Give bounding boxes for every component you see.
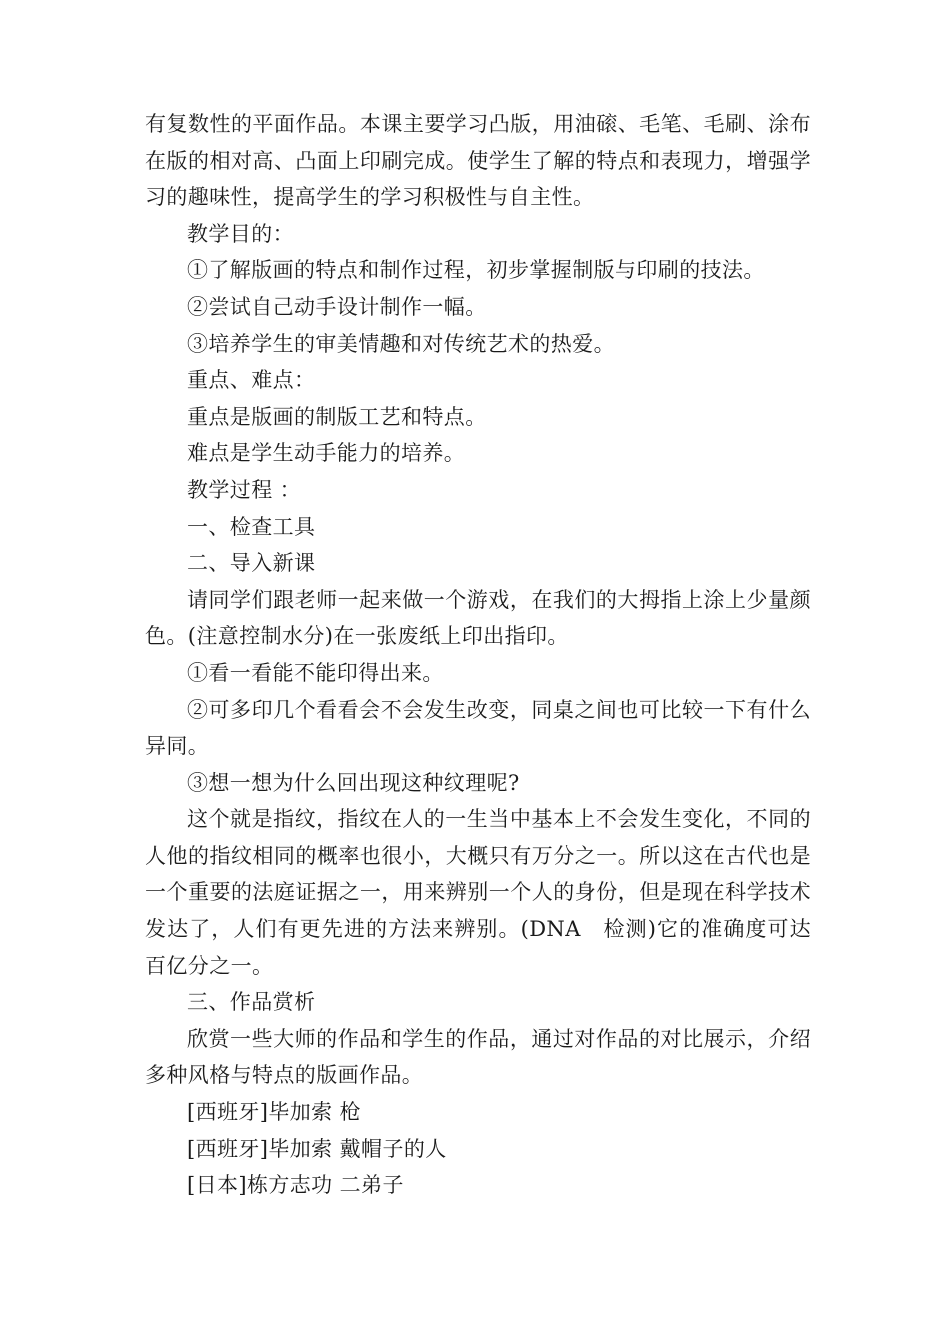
section-1-heading: 一、检查工具	[187, 514, 316, 539]
section-2-heading: 二、导入新课	[187, 551, 316, 576]
game-instruction: 请同学们跟老师一起来做一个游戏，在我们的大拇指上涂上少量颜色。(注意控制水分)在一张废纸上印出指印。	[145, 587, 811, 649]
appreciation-description: 欣赏一些大师的作品和学生的作品，通过对作品的对比展示，介绍多种风格与特点的版画作品。	[145, 1026, 811, 1088]
heading-key-points: 重点、难点：	[187, 368, 316, 393]
difficult-point: 难点是学生动手能力的培养。	[187, 441, 466, 466]
artwork-item-1: [西班牙]毕加索 枪	[187, 1100, 362, 1125]
goal-item-2: ②尝试自己动手设计制作一幅。	[187, 294, 487, 319]
artwork-item-3: [日本]栋方志功 二弟子	[187, 1173, 404, 1198]
heading-teaching-process: 教学过程 ：	[187, 477, 302, 502]
step-item-2: ②可多印几个看看会不会发生改变，同桌之间也可比较一下有什么异同。	[145, 697, 811, 759]
document-body	[145, 106, 811, 1204]
step-item-3: ③想一想为什么回出现这种纹理呢?	[187, 770, 520, 795]
paragraph-intro-continued: 有复数性的平面作品。本课主要学习凸版，用油磙、毛笔、毛刷、涂布在版的相对高、凸面上印刷完成。使学生了解的特点和表现力，增强学习的趣味性，提高学生的学习积极性与自主性。	[145, 112, 811, 210]
key-point: 重点是版画的制版工艺和特点。	[187, 404, 487, 429]
fingerprint-explanation: 这个就是指纹，指纹在人的一生当中基本上不会发生变化，不同的人他的指纹相同的概率也很小，大概只有万分之一。所以这在古代也是一个重要的法庭证据之一，用来辨别一个人的身份，但是现在科学技术发达了，人们有更先进的方法来辨别。(DNA 检测)它的准确度可达百亿分之一。	[145, 807, 811, 978]
goal-item-1: ①了解版画的特点和制作过程，初步掌握制版与印刷的技法。	[187, 258, 765, 283]
heading-teaching-goals: 教学目的：	[187, 221, 294, 246]
artwork-item-2: [西班牙]毕加索 戴帽子的人	[187, 1136, 447, 1161]
step-item-1: ①看一看能不能印得出来。	[187, 660, 444, 685]
goal-item-3: ③培养学生的审美情趣和对传统艺术的热爱。	[187, 331, 615, 356]
section-3-heading: 三、作品赏析	[187, 990, 316, 1015]
